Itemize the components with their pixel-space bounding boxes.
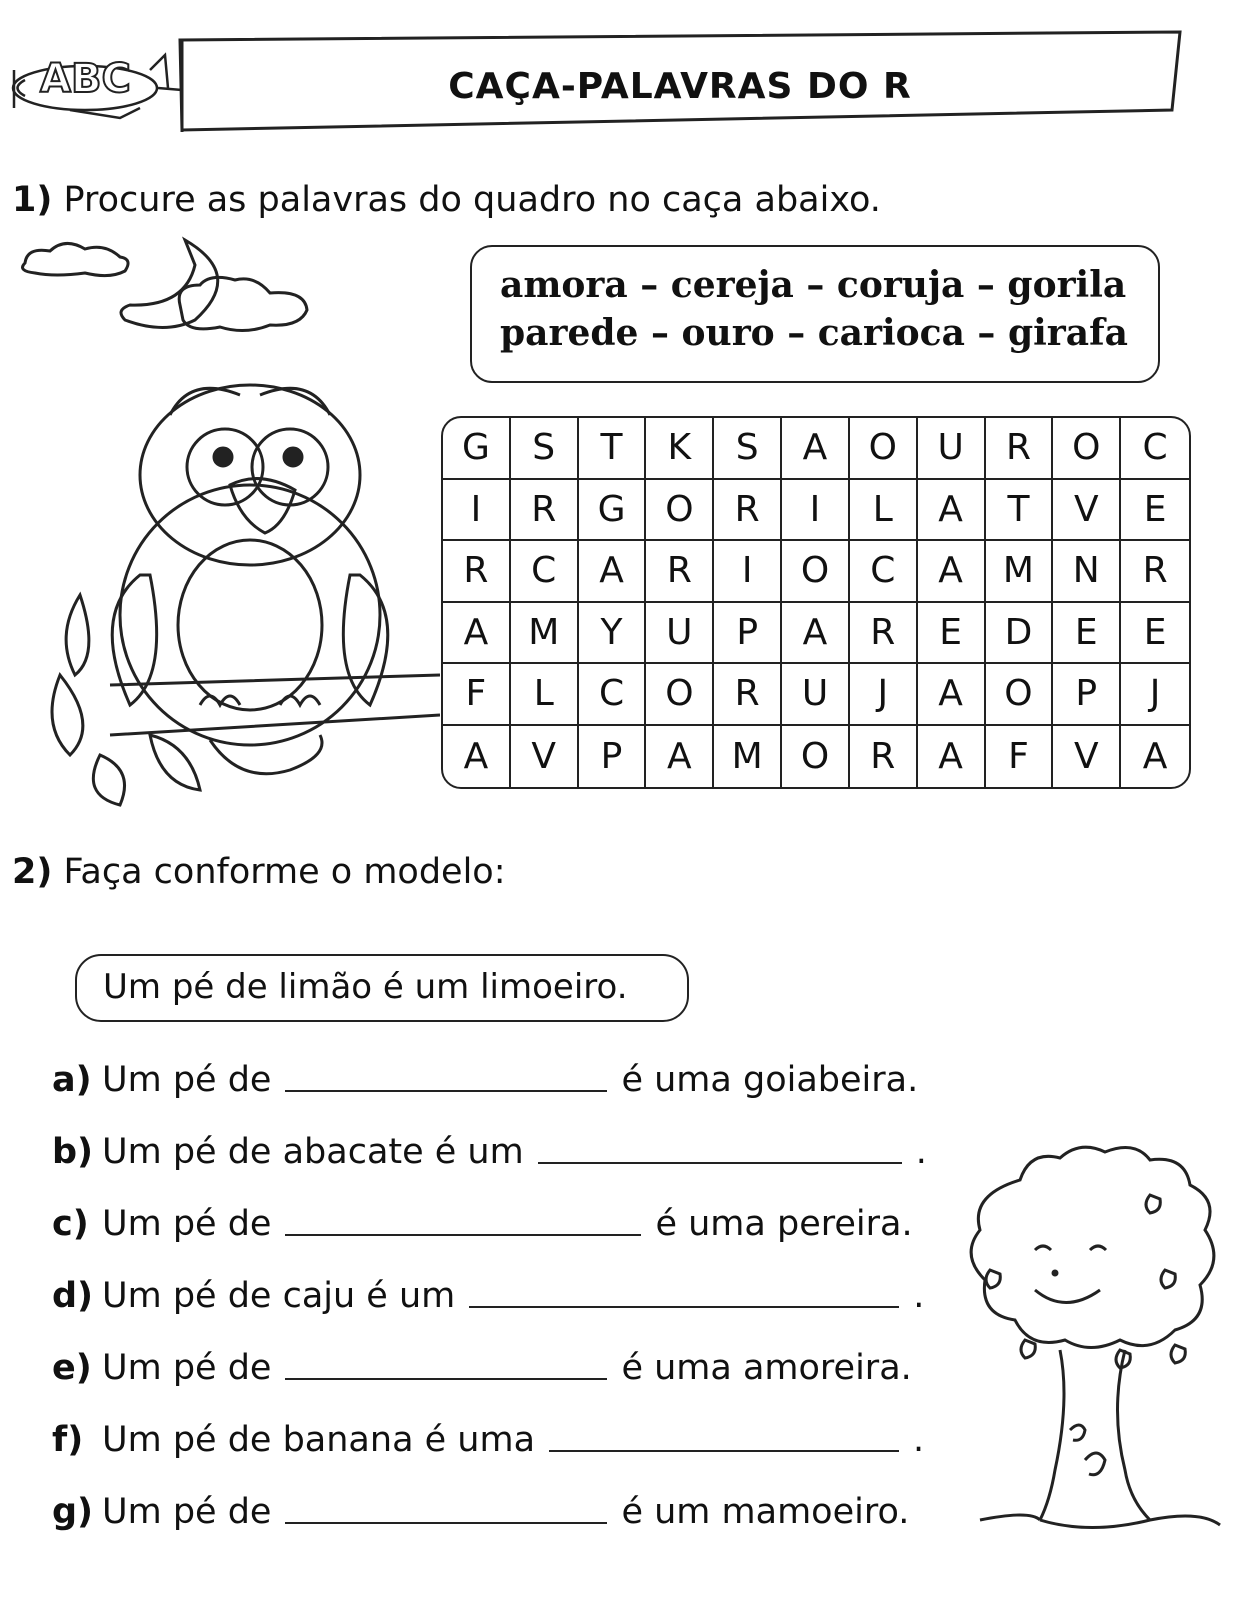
answer-blank[interactable] [285, 1512, 607, 1524]
grid-cell[interactable]: V [511, 726, 579, 788]
grid-cell[interactable]: F [986, 726, 1054, 788]
word-list-box [470, 245, 1160, 383]
grid-cell[interactable]: Y [579, 603, 647, 665]
grid-cell[interactable]: A [918, 726, 986, 788]
grid-cell[interactable]: S [714, 418, 782, 480]
exercise-label: d) [52, 1276, 94, 1316]
grid-cell[interactable]: L [511, 664, 579, 726]
grid-cell[interactable]: F [443, 664, 511, 726]
moon-clouds-icon [15, 235, 325, 345]
grid-cell[interactable]: S [511, 418, 579, 480]
grid-cell[interactable]: R [1121, 541, 1189, 603]
grid-cell[interactable]: R [850, 603, 918, 665]
exercise-label: b) [52, 1132, 94, 1172]
grid-cell[interactable]: R [714, 664, 782, 726]
exercise-before: Um pé de caju é um [102, 1276, 456, 1316]
grid-cell[interactable]: J [850, 664, 918, 726]
grid-cell[interactable]: U [782, 664, 850, 726]
grid-cell[interactable]: R [986, 418, 1054, 480]
exercise-after: é uma goiabeira. [621, 1060, 919, 1100]
answer-blank[interactable] [285, 1080, 607, 1092]
grid-cell[interactable]: O [782, 541, 850, 603]
word-list-line: parede – ouro – carioca – girafa [500, 312, 1128, 354]
pear-tree-icon [950, 1140, 1235, 1560]
grid-cell[interactable]: A [782, 603, 850, 665]
grid-cell[interactable]: E [1121, 480, 1189, 542]
exercise-before: Um pé de abacate é um [102, 1132, 524, 1172]
grid-cell[interactable]: E [1053, 603, 1121, 665]
grid-cell[interactable]: R [511, 480, 579, 542]
grid-cell[interactable]: E [1121, 603, 1189, 665]
grid-cell[interactable]: C [511, 541, 579, 603]
exercise-c [52, 1194, 913, 1244]
grid-cell[interactable]: O [850, 418, 918, 480]
exercise-before: Um pé de [102, 1492, 272, 1532]
answer-blank[interactable] [538, 1152, 902, 1164]
question-1-number: 1) [12, 180, 53, 220]
question-2-number: 2) [12, 852, 53, 892]
grid-cell[interactable]: A [782, 418, 850, 480]
grid-cell[interactable]: C [850, 541, 918, 603]
grid-cell[interactable]: R [646, 541, 714, 603]
grid-cell[interactable]: A [918, 664, 986, 726]
exercise-label: a) [52, 1060, 92, 1100]
word-list-line: amora – cereja – coruja – gorila [500, 264, 1127, 306]
grid-cell[interactable]: I [782, 480, 850, 542]
grid-cell[interactable]: R [850, 726, 918, 788]
exercise-before: Um pé de [102, 1348, 272, 1388]
grid-cell[interactable]: R [714, 480, 782, 542]
grid-cell[interactable]: P [579, 726, 647, 788]
exercise-before: Um pé de [102, 1204, 272, 1244]
answer-blank[interactable] [549, 1440, 899, 1452]
exercise-before: Um pé de banana é uma [102, 1420, 536, 1460]
grid-cell[interactable]: K [646, 418, 714, 480]
grid-cell[interactable]: A [1142, 735, 1168, 777]
grid-cell[interactable]: I [714, 541, 782, 603]
exercise-e [52, 1338, 912, 1388]
exercise-label: g) [52, 1492, 94, 1532]
grid-cell[interactable]: D [986, 603, 1054, 665]
exercise-b [52, 1122, 927, 1172]
grid-cell[interactable]: R [443, 541, 511, 603]
exercise-after: . [913, 1420, 925, 1460]
grid-cell[interactable]: I [443, 480, 511, 542]
owl-on-branch-icon [40, 375, 440, 815]
exercise-after: é uma pereira. [655, 1204, 913, 1244]
question-2 [12, 852, 506, 892]
exercise-g [52, 1482, 909, 1532]
grid-cell[interactable]: A [918, 541, 986, 603]
answer-blank[interactable] [469, 1296, 899, 1308]
grid-cell[interactable]: O [986, 664, 1054, 726]
grid-cell[interactable]: A [646, 726, 714, 788]
question-1 [12, 180, 881, 220]
page-title: CAÇA-PALAVRAS DO R [448, 66, 912, 107]
word-search-grid [441, 416, 1191, 789]
grid-cell[interactable]: O [646, 664, 714, 726]
grid-cell[interactable]: M [511, 603, 579, 665]
grid-cell[interactable]: M [986, 541, 1054, 603]
model-sentence-box: Um pé de limão é um limoeiro. [75, 954, 689, 1022]
exercise-a [52, 1050, 918, 1100]
grid-cell[interactable]: A [579, 541, 647, 603]
exercise-d [52, 1266, 924, 1316]
grid-cell[interactable]: A [918, 480, 986, 542]
exercise-after: é um mamoeiro. [621, 1492, 910, 1532]
grid-cell[interactable]: V [1053, 480, 1121, 542]
grid-cell[interactable]: O [646, 480, 714, 542]
exercise-label: c) [52, 1204, 89, 1244]
exercise-before: Um pé de [102, 1060, 272, 1100]
grid-cell[interactable]: G [579, 480, 647, 542]
exercise-f [52, 1410, 924, 1460]
grid-cell[interactable]: E [918, 603, 986, 665]
grid-cell[interactable]: O [782, 726, 850, 788]
grid-cell[interactable]: T [579, 418, 647, 480]
grid-cell[interactable]: A [443, 726, 511, 788]
grid-cell[interactable]: U [918, 418, 986, 480]
exercise-after: é uma amoreira. [621, 1348, 912, 1388]
grid-cell[interactable]: P [1053, 664, 1121, 726]
grid-cell[interactable]: C [1121, 418, 1189, 480]
question-1-text: Procure as palavras do quadro no caça abaixo. [63, 180, 881, 220]
question-2-text: Faça conforme o modelo: [63, 852, 506, 892]
logo-text: ABC [40, 56, 131, 102]
grid-cell[interactable]: M [714, 726, 782, 788]
grid-cell[interactable]: J [1121, 664, 1189, 726]
exercise-after: . [913, 1276, 925, 1316]
grid-cell[interactable]: T [986, 480, 1054, 542]
grid-cell[interactable]: G [443, 418, 511, 480]
grid-cell[interactable]: A [443, 603, 511, 665]
grid-cell[interactable]: P [714, 603, 782, 665]
exercise-label: f) [52, 1420, 84, 1460]
grid-cell[interactable]: L [850, 480, 918, 542]
grid-cell[interactable]: U [646, 603, 714, 665]
grid-cell[interactable]: N [1053, 541, 1121, 603]
answer-blank[interactable] [285, 1368, 607, 1380]
exercise-after: . [915, 1132, 927, 1172]
exercise-label: e) [52, 1348, 92, 1388]
answer-blank[interactable] [285, 1224, 641, 1236]
grid-cell[interactable]: C [579, 664, 647, 726]
grid-cell[interactable]: O [1053, 418, 1121, 480]
grid-cell[interactable]: V [1053, 726, 1121, 788]
